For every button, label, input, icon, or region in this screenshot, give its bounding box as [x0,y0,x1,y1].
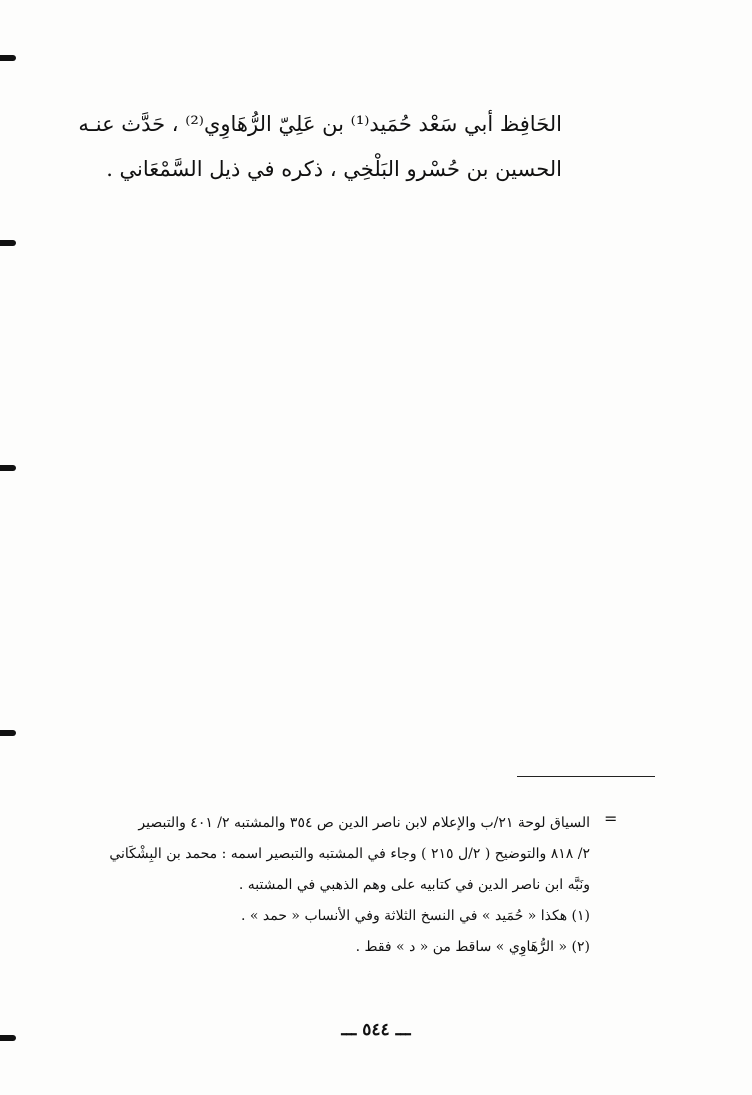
main-text-line: الحسين بن حُسْرو البَلْخِي ، ذكره في ذيل السَّمْعَاني . [106,157,562,181]
main-text-line: الحَافِظ أبي سَعْد حُمَيد⁽¹⁾ بن عَلِيّ الرُّهَاوِي⁽²⁾ ، حَدَّث عنـه [78,112,562,136]
page-number: ـــ ٥٤٤ ـــ [341,1020,411,1040]
footnote-1: (١) هكذا « حُمَيد » في النسخ الثلاثة وفي الأنساب « حمد » . [240,908,590,924]
footnote-line: ونَبَّه ابن ناصر الدين في كتابيه على وهم الذهبي في المشتبه . [238,877,590,893]
scan-edge-mark [0,730,16,736]
scan-edge-mark [0,240,16,246]
scan-edge-mark [0,55,16,61]
footnote-separator [517,776,655,777]
footnote-line: السياق لوحة ٢١/ب والإعلام لابن ناصر الدين ص ٣٥٤ والمشتبه ٢/ ٤٠١ والتبصير [138,815,590,831]
main-text [78,102,562,192]
footnote-2: (٢) « الرُّهَاوِي » ساقط من « د » فقط . [355,939,590,955]
footnote-line: ٢/ ٨١٨ والتوضيح ( ٢/ل ٢١٥ ) وجاء في المشتبه والتبصير اسمه : محمد بن البِشْكَاني [109,846,590,862]
footnotes [58,808,590,963]
footnote-continuation-marker: = [604,809,618,828]
scan-edge-mark [0,465,16,471]
